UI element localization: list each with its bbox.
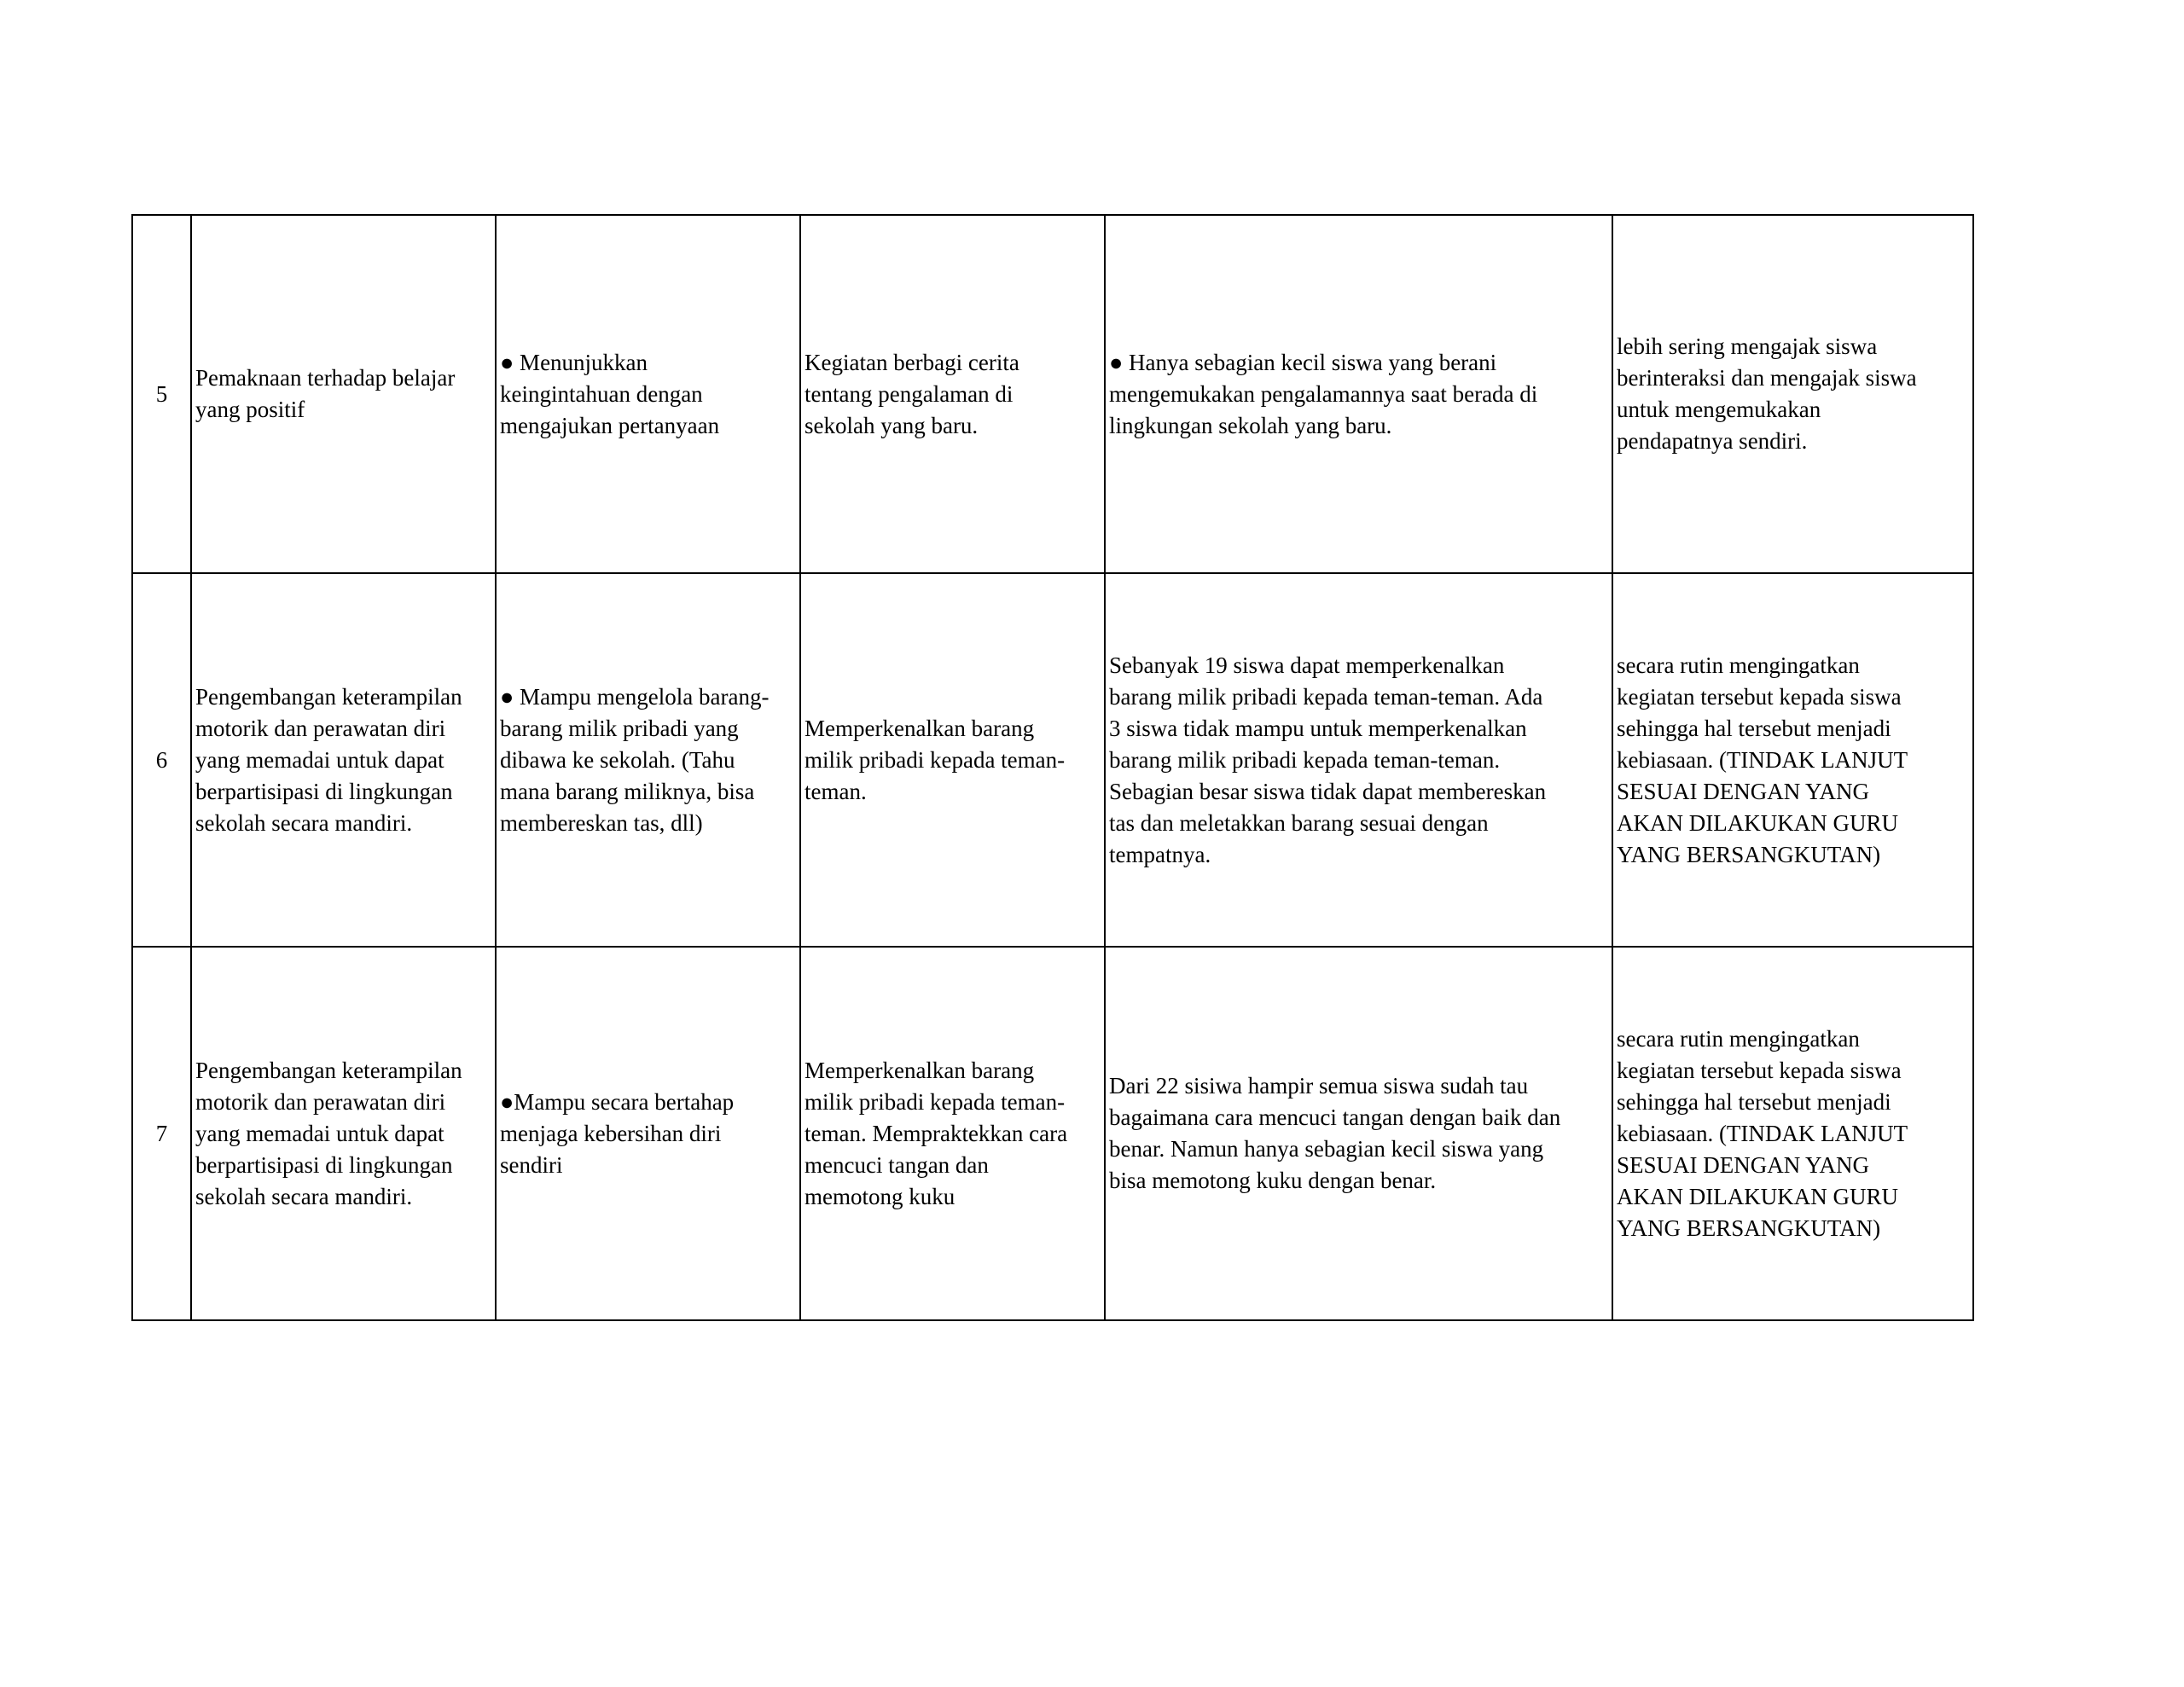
row-number: 7 [132, 947, 191, 1320]
followup-cell: lebih sering mengajak siswa berinteraksi dan mengajak siswa untuk mengemukakan pendapatnya sendiri. [1612, 215, 1973, 573]
row-number: 5 [132, 215, 191, 573]
result-cell: Sebanyak 19 siswa dapat memperkenalkan barang milik pribadi kepada teman-teman. Ada 3 siswa tidak mampu untuk memperkenalkan barang milik pribadi kepada teman-teman. Sebagian besar siswa tidak dapat membereskan tas dan meletakkan barang sesuai dengan tempatnya. [1105, 573, 1612, 947]
aspect-cell: Pengembangan keterampilan motorik dan perawatan diri yang memadai untuk dapat berpartisipasi di lingkungan sekolah secara mandiri. [191, 573, 496, 947]
result-cell: ● Hanya sebagian kecil siswa yang berani mengemukakan pengalamannya saat berada di lingkungan sekolah yang baru. [1105, 215, 1612, 573]
followup-cell: secara rutin mengingatkan kegiatan tersebut kepada siswa sehingga hal tersebut menjadi kebiasaan. (TINDAK LANJUT SESUAI DENGAN YANG AKAN DILAKUKAN GURU YANG BERSANGKUTAN) [1612, 947, 1973, 1320]
indicator-cell: ● Mampu mengelola barang- barang milik pribadi yang dibawa ke sekolah. (Tahu mana barang miliknya, bisa membereskan tas, dll) [496, 573, 800, 947]
assessment-table [131, 214, 1974, 1321]
row-number: 6 [132, 573, 191, 947]
table-row [132, 573, 1973, 947]
activity-cell: Kegiatan berbagi cerita tentang pengalaman di sekolah yang baru. [800, 215, 1105, 573]
table-row [132, 947, 1973, 1320]
activity-cell: Memperkenalkan barang milik pribadi kepada teman- teman. [800, 573, 1105, 947]
followup-cell: secara rutin mengingatkan kegiatan tersebut kepada siswa sehingga hal tersebut menjadi kebiasaan. (TINDAK LANJUT SESUAI DENGAN YANG AKAN DILAKUKAN GURU YANG BERSANGKUTAN) [1612, 573, 1973, 947]
aspect-cell: Pengembangan keterampilan motorik dan perawatan diri yang memadai untuk dapat berpartisipasi di lingkungan sekolah secara mandiri. [191, 947, 496, 1320]
activity-cell: Memperkenalkan barang milik pribadi kepada teman- teman. Mempraktekkan cara mencuci tangan dan memotong kuku [800, 947, 1105, 1320]
aspect-cell: Pemaknaan terhadap belajar yang positif [191, 215, 496, 573]
result-cell: Dari 22 sisiwa hampir semua siswa sudah tau bagaimana cara mencuci tangan dengan baik dan benar. Namun hanya sebagian kecil siswa yang bisa memotong kuku dengan benar. [1105, 947, 1612, 1320]
indicator-cell: ● Menunjukkan keingintahuan dengan mengajukan pertanyaan [496, 215, 800, 573]
table-row [132, 215, 1973, 573]
indicator-cell: ●Mampu secara bertahap menjaga kebersihan diri sendiri [496, 947, 800, 1320]
